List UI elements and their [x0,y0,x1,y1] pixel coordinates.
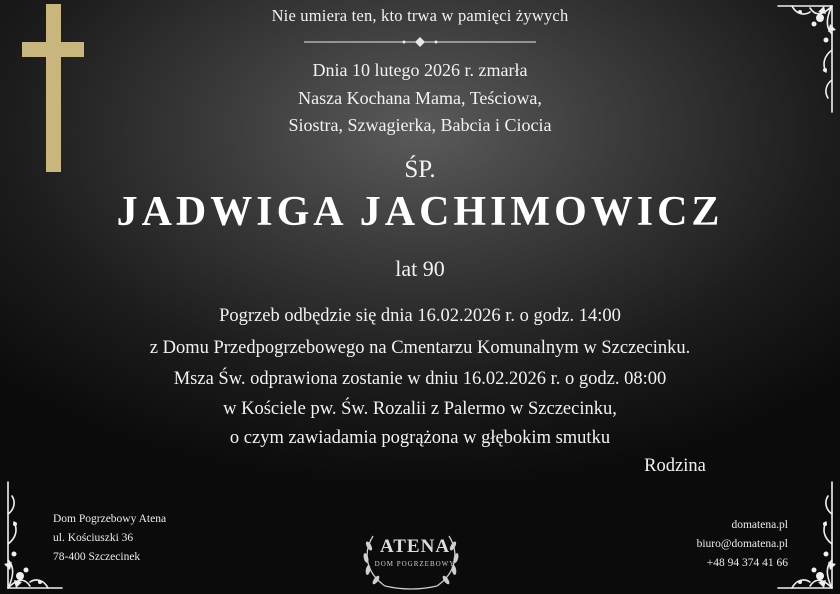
honorific: ŚP. [404,156,436,183]
funeral-info-line: Pogrzeb odbędzie się dnia 16.02.2026 r. o godz. 14:00 [219,306,621,326]
company-address [53,510,166,567]
relations-line: Nasza Kochana Mama, Teściowa, [298,88,542,108]
logo-subtitle: DOM POGRZEBOWY [374,560,456,568]
company-street: ul. Kościuszki 36 [53,532,134,544]
motto: Nie umiera ten, kto trwa w pamięci żywych [271,6,569,25]
divider-ornament-icon [300,36,540,48]
company-contact [697,516,788,573]
company-city: 78-400 Szczecinek [53,551,141,563]
death-announcement-line: Dnia 10 lutego 2026 r. zmarła [312,60,528,80]
deceased-name: JADWIGA JACHIMOWICZ [116,189,724,235]
funeral-info-line: Msza Św. odprawiona zostanie w dniu 16.02.2026 r. o godz. 08:00 [173,369,667,389]
signature: Rodzina [644,456,706,476]
logo-name: ATENA [379,536,451,557]
company-email: biuro@domatena.pl [696,538,788,550]
relations-line: Siostra, Szwagierka, Babcia i Ciocia [288,115,552,135]
company-website: domatena.pl [731,519,788,531]
funeral-info-line: w Kościele pw. Św. Rozalii z Palermo w Szczecinku, [223,399,617,419]
funeral-info-line: z Domu Przedpogrzebowego na Cmentarzu Komunalnym w Szczecinku. [149,338,691,358]
funeral-info-line: o czym zawiadamia pogrążona w głębokim smutku [229,428,611,448]
company-phone: +48 94 374 41 66 [706,557,788,569]
company-name: Dom Pogrzebowy Atena [53,513,167,525]
age: lat 90 [395,256,445,281]
